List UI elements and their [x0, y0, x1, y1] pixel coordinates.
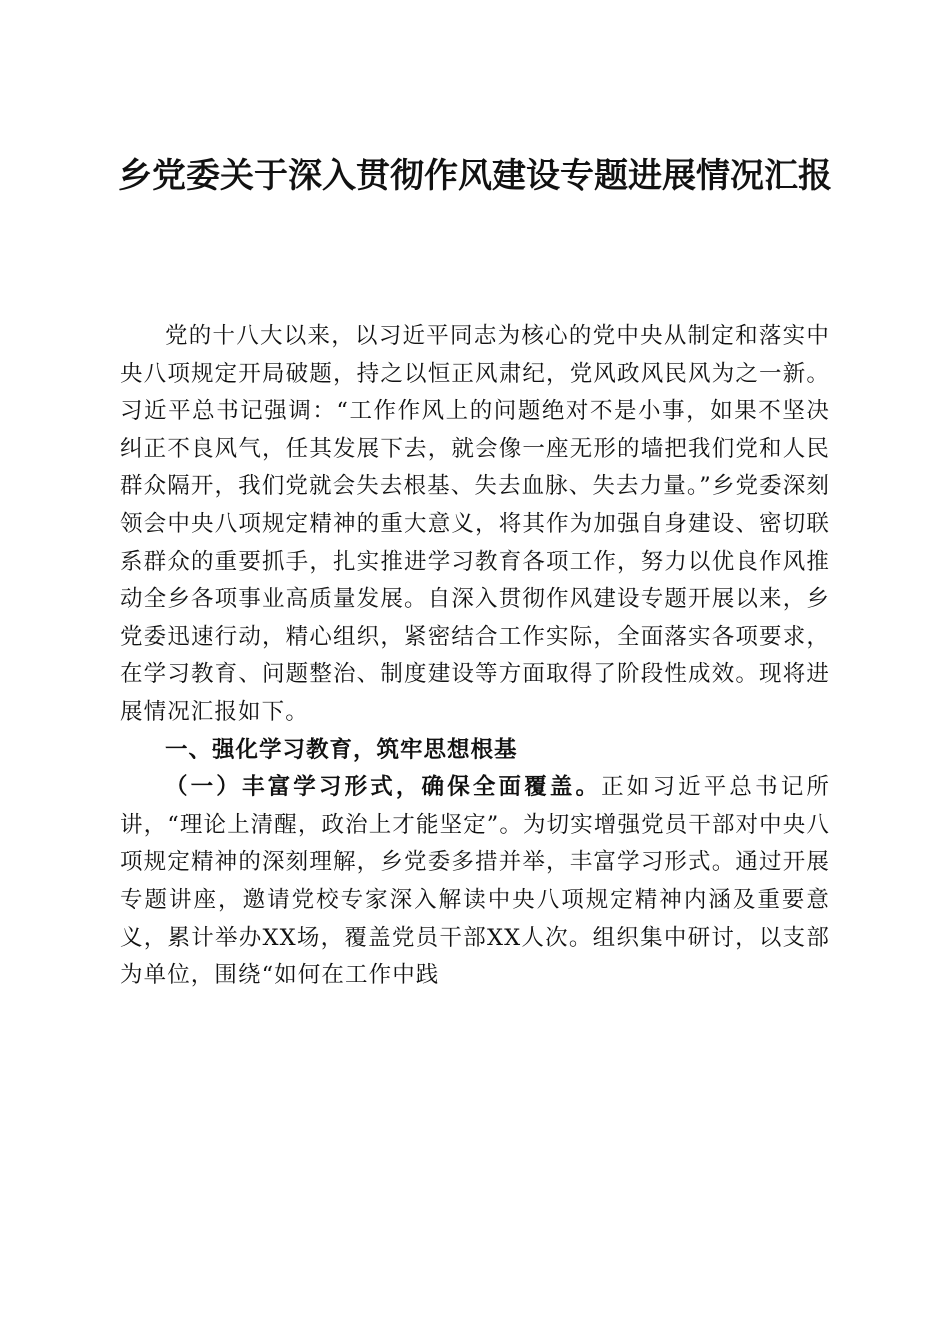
document-title: 乡党委关于深入贯彻作风建设专题进展情况汇报	[118, 156, 832, 196]
document-body	[120, 318, 830, 995]
subsection-text-1: 正如习近平总书记所讲，“理论上清醒，政治上才能坚定”。为切实增强党员干部对中央八项规定精神的深刻理解，乡党委多措并举，丰富学习形式。通过开展专题讲座，邀请党校专家深入解读中央八项规定精神内涵及重要意义，累计举办XX场，覆盖党员干部XX人次。组织集中研讨，以支部为单位，围绕“如何在工作中践	[120, 774, 831, 989]
subsection-lead-1: （一）丰富学习形式，确保全面覆盖。	[165, 774, 602, 801]
subsection-paragraph-1	[120, 769, 830, 995]
section-heading-1: 一、强化学习教育，筑牢思想根基	[165, 736, 518, 763]
intro-paragraph: 党的十八大以来，以习近平同志为核心的党中央从制定和落实中央八项规定开局破题，持之以恒正风肃纪，党风政风民风为之一新。习近平总书记强调：“工作作风上的问题绝对不是小事，如果不坚决纠正不良风气，任其发展下去，就会像一座无形的墙把我们党和人民群众隔开，我们党就会失去根基、失去血脉、失去力量。”乡党委深刻领会中央八项规定精神的重大意义，将其作为加强自身建设、密切联系群众的重要抓手，扎实推进学习教育各项工作，努力以优良作风推动全乡各项事业高质量发展。自深入贯彻作风建设专题开展以来，乡党委迅速行动，精心组织，紧密结合工作实际，全面落实各项要求，在学习教育、问题整治、制度建设等方面取得了阶段性成效。现将进展情况汇报如下。	[120, 323, 830, 725]
